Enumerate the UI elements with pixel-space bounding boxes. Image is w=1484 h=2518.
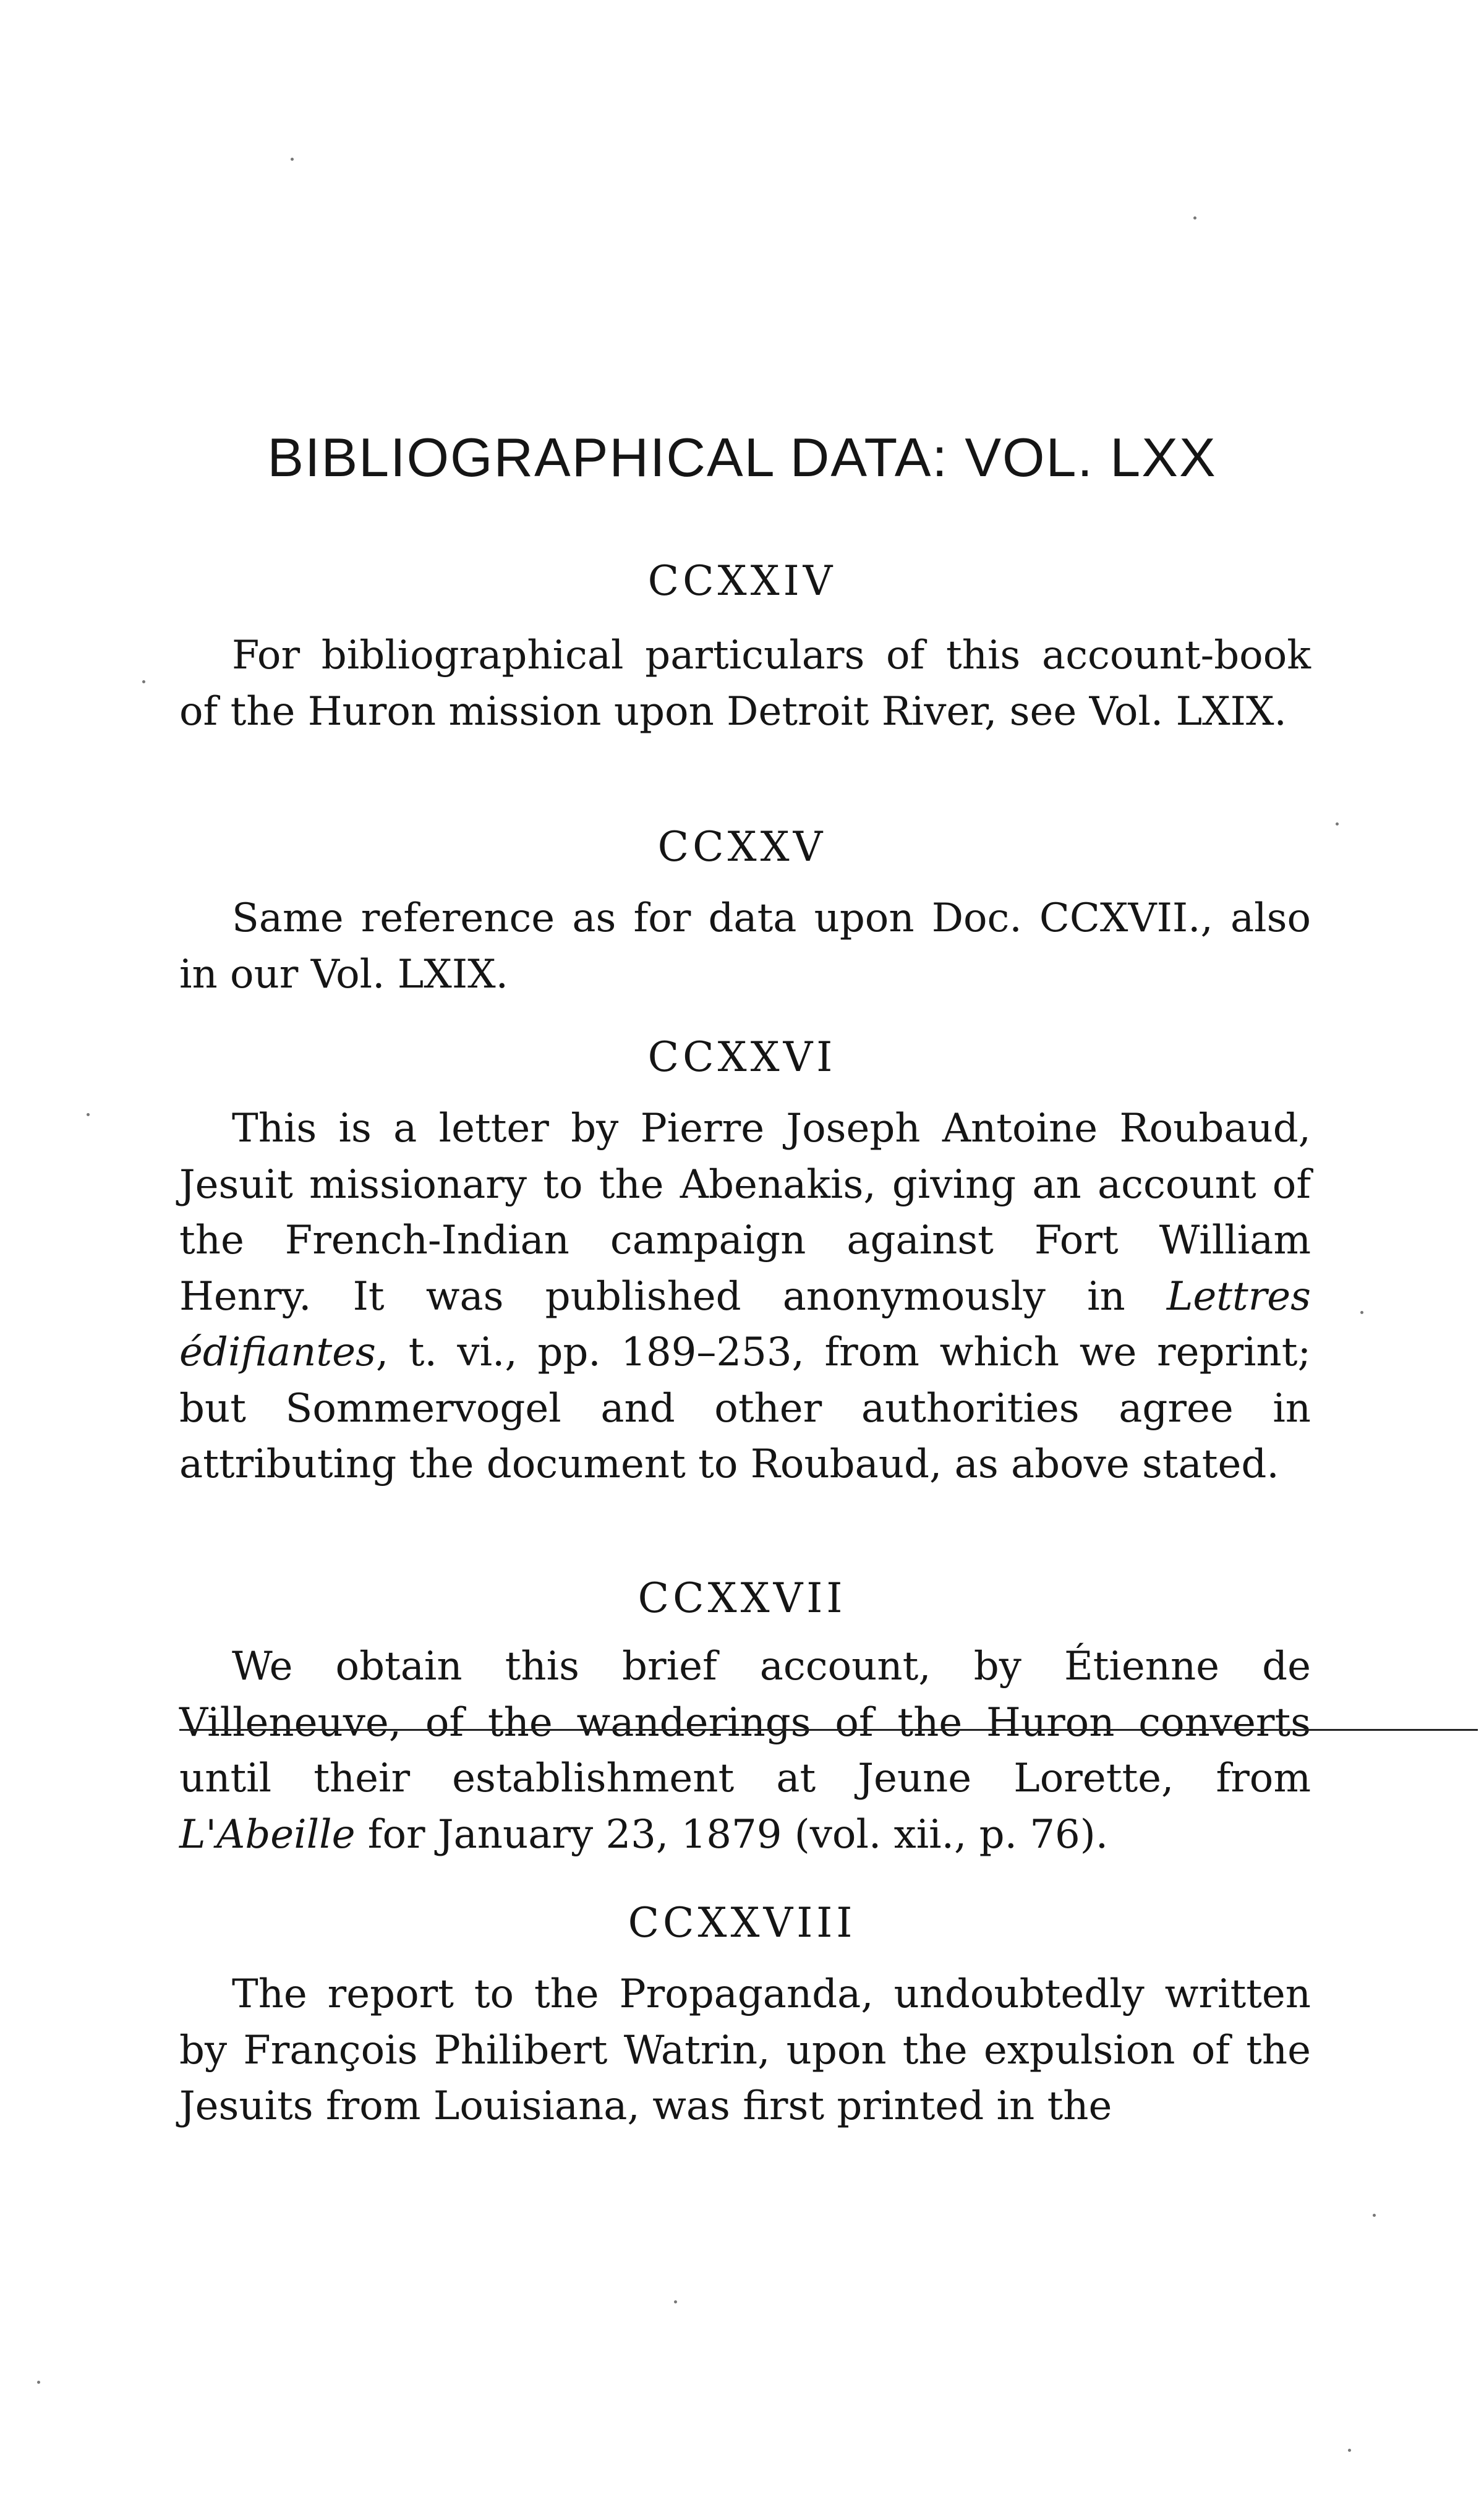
publication-title-lettres-edifiantes: Lettres édifiantes <box>179 1273 1311 1375</box>
section-text-ccxxvii <box>179 1639 1311 1863</box>
section-heading-ccxxvii: CCXXVII <box>638 1574 846 1622</box>
scan-speck <box>1193 216 1196 220</box>
section-text-ccxxiv: For bibliographical particulars of this account-book of the Huron mission upon Detroit River, see Vol. LXIX. <box>179 633 1311 735</box>
section-text-ccxxvii-part1: We obtain this brief account, by Étienne de Villeneuve, of the wanderings of the Huron converts until their establishment at Jeune Lorette, from <box>179 1644 1311 1801</box>
scan-speck <box>37 2381 40 2384</box>
margin-rule-line <box>179 1729 1478 1731</box>
section-heading-ccxxviii: CCXXVIII <box>628 1899 856 1947</box>
section-heading-ccxxiv: CCXXIV <box>647 557 837 605</box>
section-heading-ccxxv: CCXXV <box>657 823 827 871</box>
scan-speck <box>1336 822 1339 826</box>
scan-speck <box>142 680 145 683</box>
section-heading-ccxxvi: CCXXVI <box>647 1033 837 1081</box>
scan-speck <box>1373 2214 1376 2217</box>
scan-speck <box>674 2300 677 2303</box>
section-text-ccxxvi <box>179 1101 1311 1493</box>
scan-speck <box>291 158 294 161</box>
section-text-ccxxvi-part1: This is a letter by Pierre Joseph Antoine Roubaud, Jesuit missionary to the Abenakis, giving an account of the French-Indian campaign against Fort William Henry. It was published anonymously in <box>179 1106 1311 1320</box>
section-text-ccxxvii-part2: for January 23, 1879 (vol. xii., p. 76). <box>355 1811 1109 1858</box>
publication-title-labeille: L'Abeille <box>179 1811 356 1858</box>
section-text-ccxxv: Same reference as for data upon Doc. CCXVII., also in our Vol. LXIX. <box>179 895 1311 997</box>
page-title: BIBLIOGRAPHICAL DATA: VOL. LXX <box>267 427 1217 488</box>
section-text-ccxxvi-part2: , t. vi., pp. 189–253, from which we reprint; but Sommervogel and other authorities agree in attributing the document to Roubaud, as above stated. <box>179 1329 1311 1487</box>
scan-speck <box>87 1113 90 1116</box>
scan-speck <box>1348 2449 1351 2452</box>
scan-speck <box>1360 1311 1363 1314</box>
section-text-ccxxviii: The report to the Propaganda, undoubtedly written by François Philibert Watrin, upon the expulsion of the Jesuits from Louisiana, was first printed in the <box>179 1971 1311 2129</box>
